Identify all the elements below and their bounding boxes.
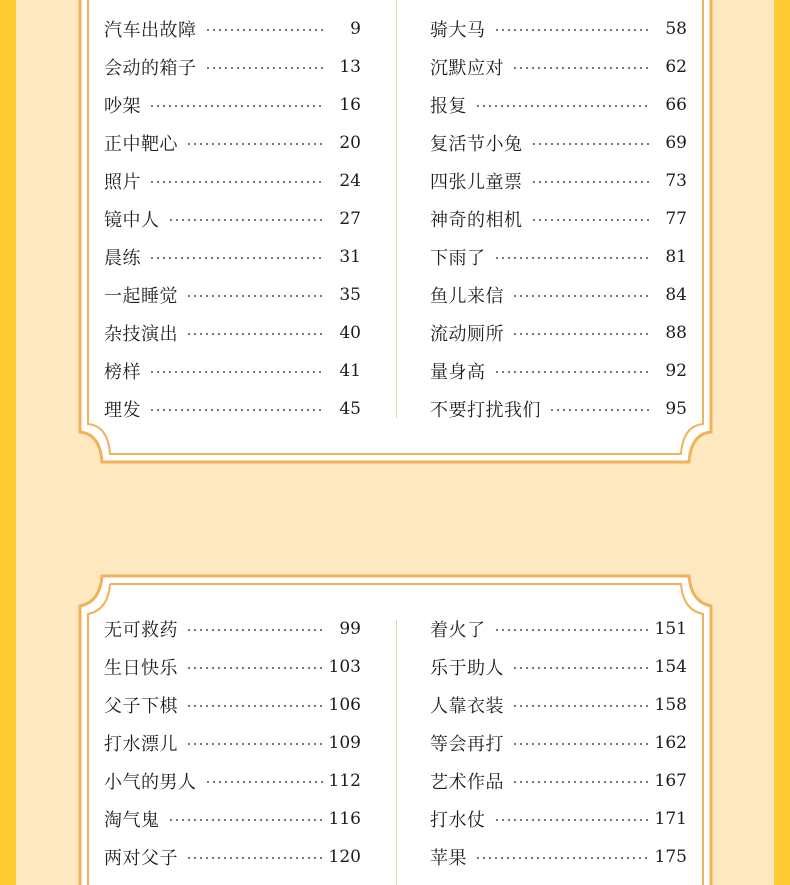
toc-entry[interactable] xyxy=(104,238,361,276)
toc-entry-title: 一起睡觉 xyxy=(104,286,178,307)
toc-entry-page-number: 20 xyxy=(339,133,361,153)
dot-leader xyxy=(494,819,649,821)
dot-leader xyxy=(205,67,326,69)
toc-entry-page-number: 167 xyxy=(654,771,687,791)
toc-entry-page-number: 40 xyxy=(339,323,361,343)
toc-entry[interactable] xyxy=(104,762,361,800)
toc-entry[interactable] xyxy=(104,648,361,686)
toc-entry-title: 无可救药 xyxy=(104,620,178,641)
toc-entry-page-number: 77 xyxy=(665,209,687,229)
toc-entry[interactable] xyxy=(430,276,687,314)
toc-entry[interactable] xyxy=(104,800,361,838)
toc-entry[interactable] xyxy=(104,686,361,724)
toc-column-right xyxy=(430,10,687,428)
toc-entry-title: 鱼儿来信 xyxy=(430,286,504,307)
toc-panel-bottom xyxy=(76,572,715,885)
toc-column-right xyxy=(430,610,687,876)
toc-entry-title: 量身高 xyxy=(430,362,486,383)
toc-entry[interactable] xyxy=(430,686,687,724)
toc-entry[interactable] xyxy=(104,48,361,86)
dot-leader xyxy=(512,295,651,297)
toc-entry-title: 理发 xyxy=(104,400,141,421)
toc-entry-page-number: 99 xyxy=(339,619,361,639)
toc-entry-page-number: 62 xyxy=(665,57,687,77)
toc-entry-page-number: 69 xyxy=(665,133,687,153)
toc-entry-title: 流动厕所 xyxy=(430,324,504,345)
dot-leader xyxy=(168,819,323,821)
toc-entry[interactable] xyxy=(104,314,361,352)
toc-entry-title: 生日快乐 xyxy=(104,658,178,679)
toc-entry-page-number: 16 xyxy=(339,95,361,115)
dot-leader xyxy=(186,857,323,859)
toc-entry-page-number: 158 xyxy=(654,695,687,715)
dot-leader xyxy=(186,629,325,631)
dot-leader xyxy=(512,743,649,745)
toc-entry-page-number: 116 xyxy=(328,809,361,829)
column-divider xyxy=(396,620,397,885)
toc-entry-page-number: 106 xyxy=(328,695,361,715)
toc-entry-page-number: 109 xyxy=(328,733,361,753)
toc-entry-title: 四张儿童票 xyxy=(430,172,523,193)
toc-entry-page-number: 171 xyxy=(654,809,687,829)
toc-entry[interactable] xyxy=(104,276,361,314)
toc-entry-title: 杂技演出 xyxy=(104,324,178,345)
dot-leader xyxy=(149,409,325,411)
dot-leader xyxy=(531,219,652,221)
toc-entry-page-number: 92 xyxy=(665,361,687,381)
toc-entry-page-number: 151 xyxy=(654,619,687,639)
toc-entry-title: 汽车出故障 xyxy=(104,20,197,41)
toc-entry[interactable] xyxy=(104,10,361,48)
toc-entry[interactable] xyxy=(430,838,687,876)
toc-entry-title: 正中靶心 xyxy=(104,134,178,155)
toc-entry-page-number: 66 xyxy=(665,95,687,115)
dot-leader xyxy=(186,333,325,335)
toc-entry-page-number: 73 xyxy=(665,171,687,191)
toc-entry-page-number: 175 xyxy=(654,847,687,867)
toc-entry[interactable] xyxy=(104,838,361,876)
toc-entry-page-number: 81 xyxy=(665,247,687,267)
toc-entry[interactable] xyxy=(430,800,687,838)
toc-entry-title: 照片 xyxy=(104,172,141,193)
dot-leader xyxy=(494,257,652,259)
toc-entry-title: 等会再打 xyxy=(430,734,504,755)
dot-leader xyxy=(512,67,651,69)
toc-entry-title: 着火了 xyxy=(430,620,486,641)
toc-entry-title: 神奇的相机 xyxy=(430,210,523,231)
dot-leader xyxy=(186,667,323,669)
right-edge-stripe xyxy=(774,0,790,885)
toc-entry-page-number: 9 xyxy=(350,19,361,39)
toc-entry-title: 骑大马 xyxy=(430,20,486,41)
toc-entry[interactable] xyxy=(430,390,687,428)
dot-leader xyxy=(475,857,649,859)
dot-leader xyxy=(186,143,325,145)
toc-entry-title: 沉默应对 xyxy=(430,58,504,79)
toc-entry-title: 人靠衣装 xyxy=(430,696,504,717)
dot-leader xyxy=(531,181,652,183)
toc-entry-title: 镜中人 xyxy=(104,210,160,231)
toc-entry[interactable] xyxy=(430,352,687,390)
toc-entry-title: 复活节小兔 xyxy=(430,134,523,155)
toc-entry[interactable] xyxy=(104,390,361,428)
toc-entry[interactable] xyxy=(430,762,687,800)
toc-entry-page-number: 103 xyxy=(328,657,361,677)
toc-entry[interactable] xyxy=(430,610,687,648)
toc-column-left xyxy=(104,610,361,876)
dot-leader xyxy=(149,371,325,373)
toc-entry[interactable] xyxy=(104,610,361,648)
toc-entry[interactable] xyxy=(430,10,687,48)
dot-leader xyxy=(149,257,325,259)
dot-leader xyxy=(168,219,326,221)
toc-entry[interactable] xyxy=(104,200,361,238)
toc-entry-page-number: 45 xyxy=(339,399,361,419)
toc-entry-page-number: 35 xyxy=(339,285,361,305)
toc-entry-title: 苹果 xyxy=(430,848,467,869)
toc-entry-title: 打水漂儿 xyxy=(104,734,178,755)
toc-entry-page-number: 58 xyxy=(665,19,687,39)
toc-entry-title: 两对父子 xyxy=(104,848,178,869)
dot-leader xyxy=(186,705,323,707)
dot-leader xyxy=(512,781,649,783)
dot-leader xyxy=(512,705,649,707)
toc-entry-title: 艺术作品 xyxy=(430,772,504,793)
toc-entry[interactable] xyxy=(430,648,687,686)
dot-leader xyxy=(494,629,649,631)
toc-entry[interactable] xyxy=(430,86,687,124)
dot-leader xyxy=(149,105,325,107)
toc-column-left xyxy=(104,10,361,428)
dot-leader xyxy=(512,333,651,335)
toc-entry-page-number: 162 xyxy=(654,733,687,753)
toc-entry[interactable] xyxy=(104,724,361,762)
toc-entry[interactable] xyxy=(104,162,361,200)
toc-entry-title: 乐于助人 xyxy=(430,658,504,679)
toc-entry-title: 淘气鬼 xyxy=(104,810,160,831)
dot-leader xyxy=(205,29,326,31)
toc-entry[interactable] xyxy=(430,314,687,352)
toc-entry-page-number: 41 xyxy=(339,361,361,381)
left-edge-stripe xyxy=(0,0,16,885)
toc-entry-page-number: 112 xyxy=(328,771,361,791)
toc-entry-page-number: 95 xyxy=(665,399,687,419)
toc-entry-page-number: 120 xyxy=(328,847,361,867)
toc-entry[interactable] xyxy=(430,162,687,200)
toc-panel-top xyxy=(76,0,715,466)
toc-entry[interactable] xyxy=(430,238,687,276)
toc-entry-title: 下雨了 xyxy=(430,248,486,269)
toc-entry[interactable] xyxy=(430,200,687,238)
toc-entry[interactable] xyxy=(104,124,361,162)
toc-entry-title: 榜样 xyxy=(104,362,141,383)
dot-leader xyxy=(186,743,323,745)
toc-entry-page-number: 88 xyxy=(665,323,687,343)
toc-entry[interactable] xyxy=(430,724,687,762)
toc-entry-title: 打水仗 xyxy=(430,810,486,831)
toc-entry-page-number: 84 xyxy=(665,285,687,305)
toc-entry-title: 不要打扰我们 xyxy=(430,400,541,421)
toc-entry-title: 吵架 xyxy=(104,96,141,117)
dot-leader xyxy=(549,409,651,411)
dot-leader xyxy=(494,29,652,31)
toc-entry-title: 会动的箱子 xyxy=(104,58,197,79)
toc-entry-page-number: 154 xyxy=(654,657,687,677)
toc-entry-title: 小气的男人 xyxy=(104,772,197,793)
toc-entry-title: 报复 xyxy=(430,96,467,117)
toc-entry-page-number: 24 xyxy=(339,171,361,191)
dot-leader xyxy=(531,143,652,145)
toc-entry-page-number: 27 xyxy=(339,209,361,229)
toc-entry[interactable] xyxy=(104,86,361,124)
dot-leader xyxy=(149,181,325,183)
column-divider xyxy=(396,0,397,418)
dot-leader xyxy=(512,667,649,669)
toc-entry[interactable] xyxy=(104,352,361,390)
toc-entry-page-number: 13 xyxy=(339,57,361,77)
dot-leader xyxy=(186,295,325,297)
toc-entry-title: 晨练 xyxy=(104,248,141,269)
toc-entry-page-number: 31 xyxy=(339,247,361,267)
dot-leader xyxy=(475,105,651,107)
toc-entry[interactable] xyxy=(430,48,687,86)
toc-entry-title: 父子下棋 xyxy=(104,696,178,717)
dot-leader xyxy=(205,781,323,783)
dot-leader xyxy=(494,371,652,373)
toc-entry[interactable] xyxy=(430,124,687,162)
